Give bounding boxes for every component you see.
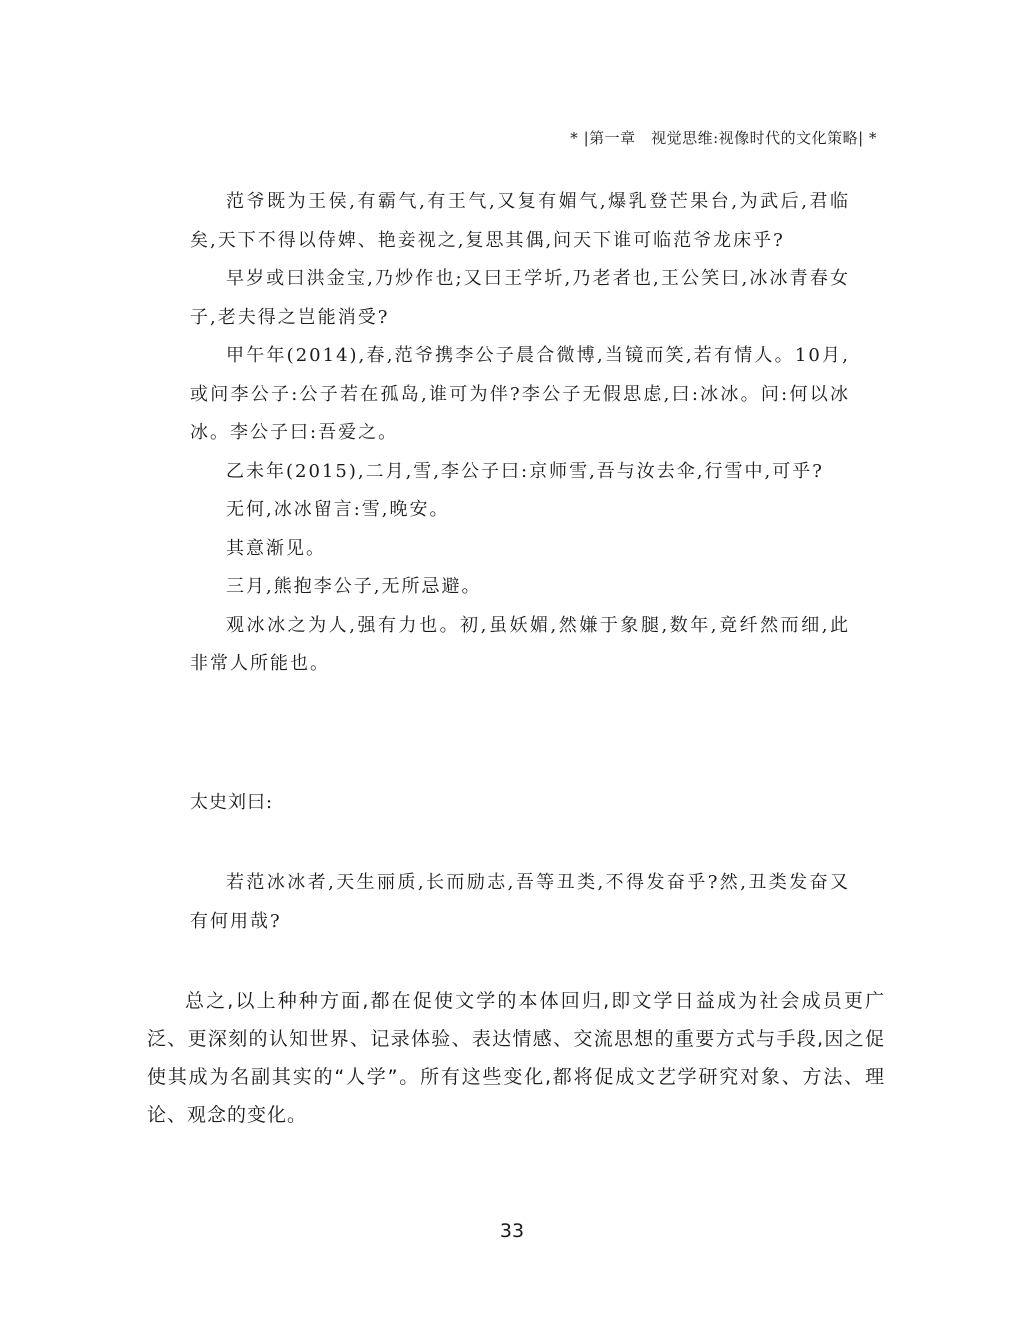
quote-paragraph: 三月,熊抱李公子,无所忌避。: [226, 576, 482, 597]
running-head: * |第一章 视觉思维:视像时代的文化策略| *: [570, 129, 877, 147]
quote-block-1: [190, 183, 850, 684]
body-text: [147, 982, 885, 1134]
quote-paragraph: 范爷既为王侯,有霸气,有王气,又复有媚气,爆乳登芒果台,为武后,君临矣,天下不得以侍婢、艳妾视之,复思其偶,问天下谁可临范爷龙床乎?: [190, 191, 850, 251]
quote-paragraph: 若范冰冰者,天生丽质,长而励志,吾等丑类,不得发奋乎?然,丑类发奋又有何用哉?: [190, 872, 850, 932]
taishi-label: 太史刘曰:: [190, 792, 274, 813]
quote-block-2: [190, 864, 850, 941]
quote-paragraph: 早岁或曰洪金宝,乃炒作也;又曰王学圻,乃老者也,王公笑曰,冰冰青春女子,老夫得之岂能消受?: [190, 268, 850, 328]
body-paragraph: 总之,以上种种方面,都在促使文学的本体回归,即文学日益成为社会成员更广泛、更深刻的认知世界、记录体验、表达情感、交流思想的重要方式与手段,因之促使其成为名副其实的“人学”。所有这些变化,都将促成文艺学研究对象、方法、理论、观念的变化。: [147, 990, 885, 1126]
quote-paragraph: 甲午年(2014),春,范爷携李公子晨合微博,当镜而笑,若有情人。10月,或问李公子:公子若在孤岛,谁可为伴?李公子无假思虑,曰:冰冰。问:何以冰冰。李公子曰:吾爱之。: [190, 345, 850, 443]
page-number: 33: [499, 1220, 525, 1242]
quote-paragraph: 观冰冰之为人,强有力也。初,虽妖媚,然嫌于象腿,数年,竟纤然而细,此非常人所能也。: [190, 614, 850, 674]
quote-paragraph: 其意渐见。: [226, 537, 326, 559]
quote-paragraph: 无何,冰冰留言:雪,晚安。: [226, 499, 450, 520]
quote-paragraph: 乙未年(2015),二月,雪,李公子曰:京师雪,吾与汝去伞,行雪中,可乎?: [226, 460, 824, 482]
